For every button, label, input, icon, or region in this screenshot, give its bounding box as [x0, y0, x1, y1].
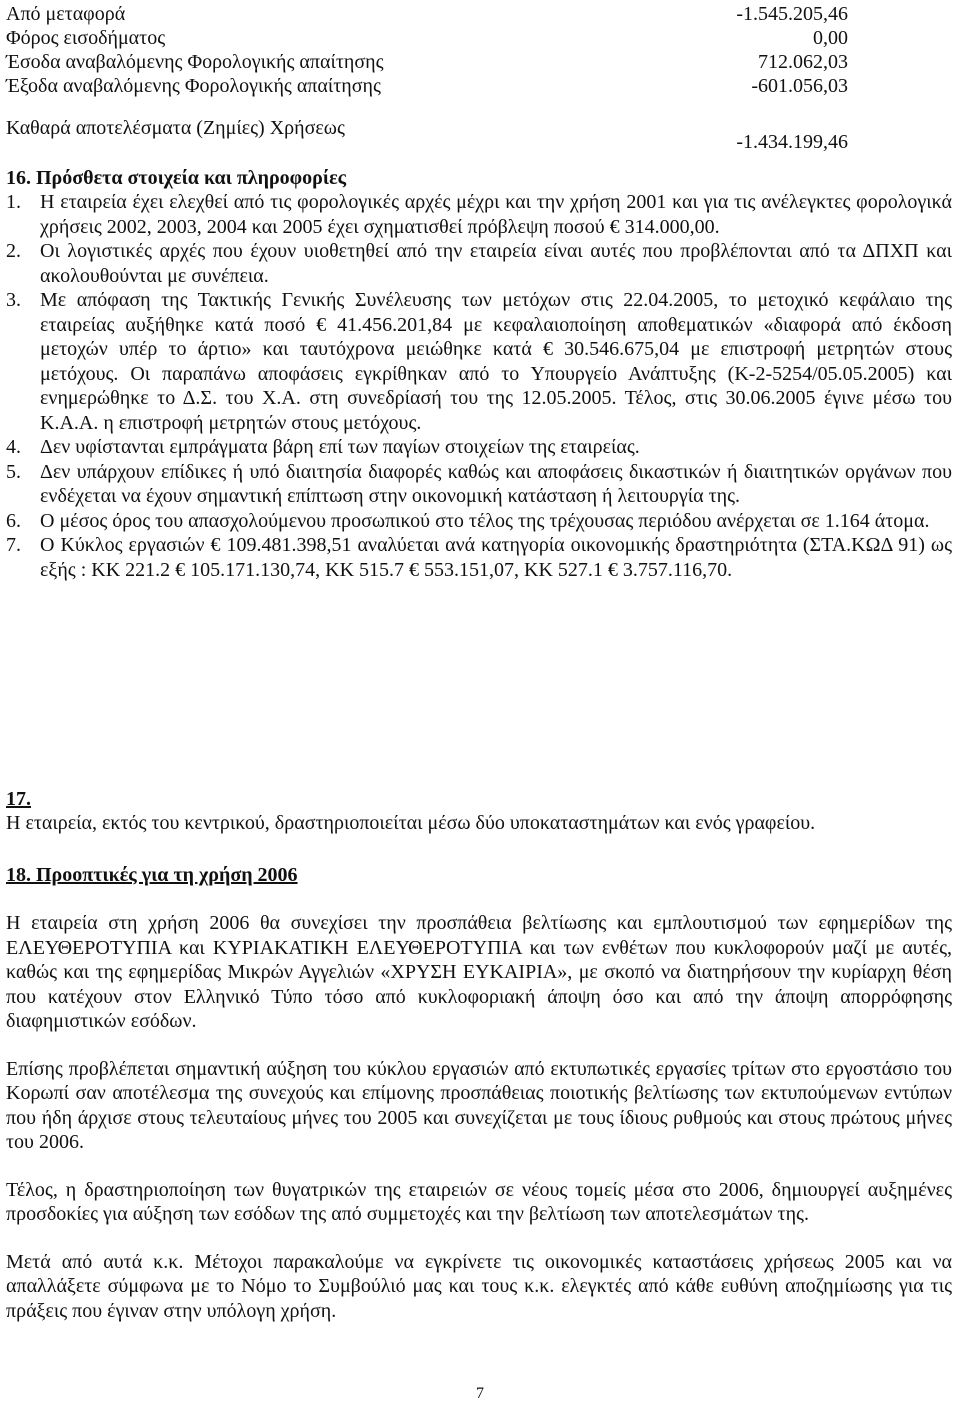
item-text: Δεν υφίστανται εμπράγματα βάρη επί των παγίων στοιχείων της εταιρείας.: [40, 436, 640, 458]
notes-list: [6, 190, 952, 582]
financial-label: Έξοδα αναβαλόμενης Φορολογικής απαίτησης: [6, 75, 381, 97]
section-paragraph: Τέλος, η δραστηριοποίηση των θυγατρικών της εταιρειών σε νέους τομείς μέσα στο 2006, δημιουργεί αυξημένες προσδοκίες για αύξηση των εσόδων της από συμμετοχές και την βελτίωση των αποτελεσμάτων της.: [6, 1178, 952, 1225]
section-paragraph: Η εταιρεία στη χρήση 2006 θα συνεχίσει την προσπάθεια βελτίωσης και εμπλουτισμού των εφημερίδων της ΕΛΕΥΘΕΡΟΤΥΠΙΑ και ΚΥΡΙΑΚΑΤΙΚΗ ΕΛΕΥΘΕΡΟΤΥΠΙΑ και των ενθέτων που κυκλοφορούν μαζί με αυτές, καθώς και της εφημερίδας Μικρών Αγγελιών «ΧΡΥΣΗ ΕΥΚΑΙΡΙΑ», με σκοπό να διατηρήσουν την κυρίαρχη θέση που κατέχουν στον Ελληνικό Τύπο τόσο από κυκλοφοριακή άποψη όσο και από την άποψη απορρόφησης διαφημιστικών εσόδων.: [6, 912, 952, 1032]
financial-row: [6, 26, 848, 50]
financial-label: Έσοδα αναβαλόμενης Φορολογικής απαίτησης: [6, 51, 384, 73]
item-number: 2.: [6, 240, 21, 262]
item-number: 4.: [6, 436, 21, 458]
item-number: 7.: [6, 534, 21, 556]
item-text: Ο μέσος όρος του απασχολούμενου προσωπικού στο τέλος της τρέχουσας περιόδου ανέρχεται σε 1.164 άτομα.: [40, 509, 930, 532]
list-item: [6, 288, 952, 435]
list-item: [6, 533, 952, 582]
section-18-outlook: [6, 863, 952, 1346]
financial-label: Από μεταφορά: [6, 3, 126, 25]
section-paragraph: Η εταιρεία, εκτός του κεντρικού, δραστηριοποιείται μέσω δύο υποκαταστημάτων και ενός γραφείου.: [6, 812, 816, 834]
item-text: Η εταιρεία έχει ελεχθεί από τις φορολογικές αρχές μέχρι και την χρήση 2001 και για τις ανέλεγκτες φορολογικά χρήσεις 2002, 2003, 2004 και 2005 έχει σχηματισθεί πρόβλεψη ποσού € 314.000,00.: [40, 191, 952, 238]
list-item: [6, 509, 952, 534]
financial-label: Φόρος εισοδήματος: [6, 27, 166, 49]
section-paragraph: Μετά από αυτά κ.κ. Μέτοχοι παρακαλούμε να εγκρίνετε τις οικονομικές καταστάσεις χρήσεως 2005 και να απαλλάξετε σύμφωνα με το Νόμο το Συμβούλιό μας και τους κ.κ. ελεγκτές από κάθε ευθύνη αποζημίωσης για τις πράξεις που έγιναν στην υπόλογη χρήση.: [6, 1250, 952, 1322]
section-heading: 17.: [6, 788, 31, 810]
section-16-additional-info: [6, 166, 952, 582]
list-item: [6, 460, 952, 509]
list-item: [6, 239, 952, 288]
financial-value: -601.056,03: [751, 75, 848, 97]
item-number: 1.: [6, 191, 21, 213]
section-paragraph: Επίσης προβλέπεται σημαντική αύξηση του κύκλου εργασιών από εκτυπωτικές εργασίες τρίτων στο εργοστάσιο του Κορωπί σαν αποτέλεσμα της συνεχούς και επίμονης προσπάθειας ποιοτικής βελτίωσης των εκτυπούμενων εντύπων που ήδη άρχισε στους τελευταίους μήνες του 2005 και συνεχίζεται με τους ίδιους ρυθμούς και στους πρώτους μήνες του 2006.: [6, 1057, 952, 1153]
financial-row-net-result: [6, 116, 848, 153]
section-title: 16. Πρόσθετα στοιχεία και πληροφορίες: [6, 167, 347, 189]
financial-value: 712.062,03: [758, 51, 848, 73]
item-text: Ο Κύκλος εργασιών € 109.481.398,51 αναλύεται ανά κατηγορία οικονομικής δραστηριότητα (ΣΤΑ.ΚΩΔ 91) ως εξής : ΚΚ 221.2 € 105.171.130,74, ΚΚ 515.7 € 553.151,07, ΚΚ 527.1 € 3.757.116,70.: [40, 534, 952, 581]
page-number: 7: [476, 1385, 484, 1402]
financial-row: [6, 74, 848, 98]
section-heading: 18. Προοπτικές για τη χρήση 2006: [6, 864, 298, 886]
financial-row: [6, 50, 848, 74]
item-number: 6.: [6, 509, 21, 532]
financial-label: Καθαρά αποτελέσματα (Ζημίες) Χρήσεως: [6, 117, 345, 139]
financial-value: 0,00: [813, 27, 848, 49]
item-text: Με απόφαση της Τακτικής Γενικής Συνέλευσης των μετόχων στις 22.04.2005, το μετοχικό κεφάλαιο της εταιρείας αυξήθηκε κατά ποσό € 41.456.201,84 με κεφαλαιοποίηση αποθεματικών «διαφορά από έκδοση μετοχών υπέρ το άρτιο» και ταυτόχρονα μειώθηκε κατά € 30.546.675,04 με επιστροφή μετρητών στους μετόχους. Οι παραπάνω αποφάσεις εγκρίθηκαν από το Υπουργείο Ανάπτυξης (Κ-2-5254/05.05.2005) και ενημερώθηκε το Δ.Σ. του Χ.Α. στη συνεδρίασή του της 12.05.2005. Τέλος, στις 30.06.2005 έγινε μέσω του Κ.Α.Α. η επιστροφή μετρητών στους μετόχους.: [40, 289, 952, 434]
financial-summary: [6, 2, 848, 153]
item-number: 3.: [6, 289, 21, 311]
section-17: [6, 787, 952, 836]
item-text: Οι λογιστικές αρχές που έχουν υιοθετηθεί από την εταιρεία είναι αυτές που προβλέπονται από τα ΔΠΧΠ και ακολουθούνται με συνέπεια.: [40, 240, 952, 287]
item-text: Δεν υπάρχουν επίδικες ή υπό διαιτησία διαφορές καθώς και αποφάσεις δικαστικών ή διαιτητικών οργάνων που ενδέχεται να έχουν σημαντική επίπτωση στην οικονομική κατάσταση ή λειτουργία της.: [40, 460, 952, 507]
list-item: [6, 190, 952, 239]
list-item: [6, 435, 952, 460]
financial-value: -1.545.205,46: [736, 3, 848, 25]
financial-value: -1.434.199,46: [736, 131, 848, 153]
financial-row: [6, 2, 848, 26]
item-number: 5.: [6, 460, 21, 483]
